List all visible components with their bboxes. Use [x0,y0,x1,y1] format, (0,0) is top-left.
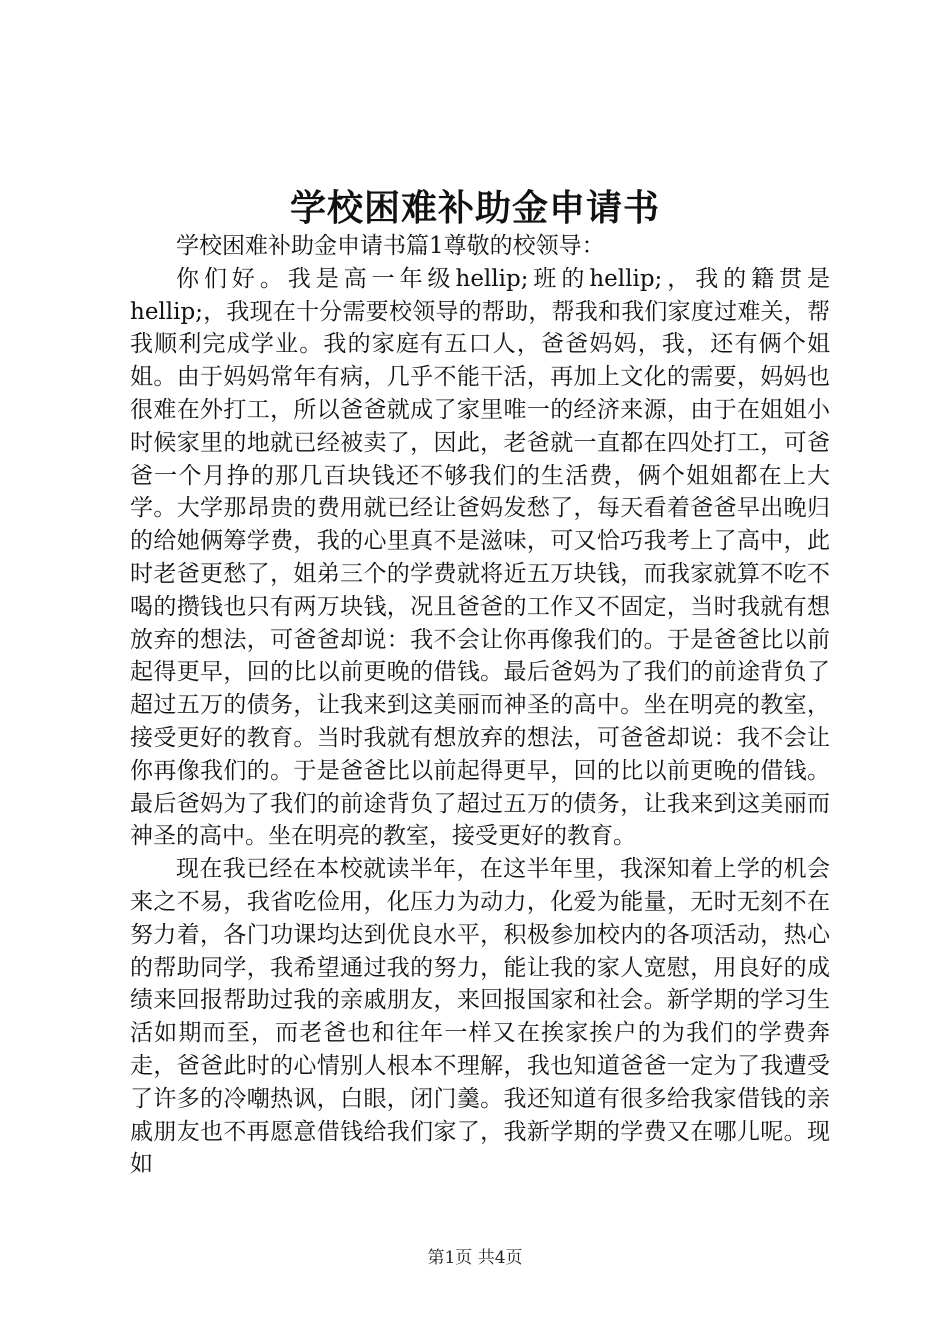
paragraph-current-study: 现在我已经在本校就读半年，在这半年里，我深知着上学的机会来之不易，我省吃俭用，化压力为动力，化爱为能量，无时无刻不在努力着，各门功课均达到优良水平，积极参加校内的各项活动，热心的帮助同学，我希望通过我的努力，能让我的家人宽慰，用良好的成绩来回报帮助过我的亲戚朋友，来回报国家和社会。新学期的学习生活如期而至，而老爸也和往年一样又在挨家挨户的为我们的学费奔走，爸爸此时的心情别人根本不理解，我也知道爸爸一定为了我遭受了许多的冷嘲热讽，白眼，闭门羹。我还知道有很多给我家借钱的亲戚朋友也不再愿意借钱给我们家了，我新学期的学费又在哪儿呢。现如 [130,856,830,1178]
paragraph-intro: 学校困难补助金申请书篇1尊敬的校领导： [176,233,605,259]
document-body [130,230,830,1181]
paragraph-family-situation: 你们好。我是高一年级hellip;班的hellip;，我的籍贯是hellip;，我现在十分需要校领导的帮助，帮我和我们家度过难关，帮我顺利完成学业。我的家庭有五口人，爸爸妈妈，我，还有俩个姐姐。由于妈妈常年有病，几乎不能干活，再加上文化的需要，妈妈也很难在外打工，所以爸爸就成了家里唯一的经济来源，由于在姐姐小时候家里的地就已经被卖了，因此，老爸就一直都在四处打工，可爸爸一个月挣的那几百块钱还不够我们的生活费，俩个姐姐都在上大学。大学那昂贵的费用就已经让爸妈发愁了，每天看着爸爸早出晚归的给她俩筹学费，我的心里真不是滋味，可又恰巧我考上了高中，此时老爸更愁了，姐弟三个的学费就将近五万块钱，而我家就算不吃不喝的攒钱也只有两万块钱，况且爸爸的工作又不固定，当时我就有想放弃的想法，可爸爸却说：我不会让你再像我们的。于是爸爸比以前起得更早，回的比以前更晚的借钱。最后爸妈为了我们的前途背负了超过五万的债务，让我来到这美丽而神圣的高中。坐在明亮的教室，接受更好的教育。当时我就有想放弃的想法，可爸爸却说：我不会让你再像我们的。于是爸爸比以前起得更早，回的比以前更晚的借钱。最后爸妈为了我们的前途背负了超过五万的债务，让我来到这美丽而神圣的高中。坐在明亮的教室，接受更好的教育。 [130,265,830,850]
document-title: 学校困难补助金申请书 [289,187,660,229]
page-number-footer: 第1页 共4页 [427,1248,523,1268]
